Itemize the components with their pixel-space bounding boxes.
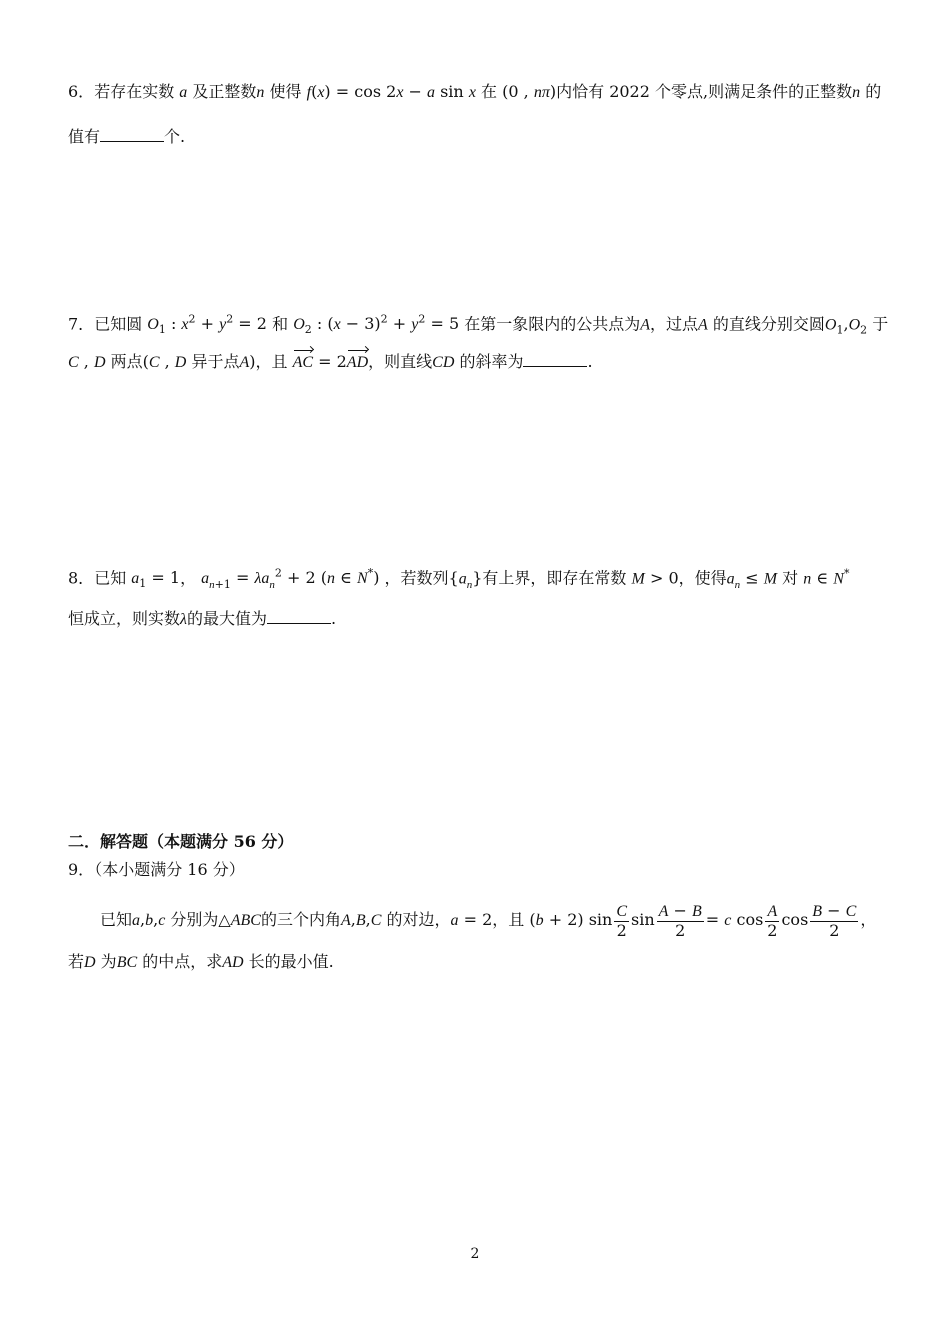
q7-answer-blank: [523, 352, 587, 367]
q8-recurrence: $a_{n+1} = \lambda a_n^2 + 2$ (n ∈ N*): [201, 567, 380, 591]
q6-answer-blank: [100, 127, 164, 142]
q8-line-1: 8．已知 $a_1 = 1$， $a_{n+1} = \lambda a_n^2 + 2$ (n ∈ N*) ，若数列$\{a_n\}$有上界，即存在常数 M > 0，使得$a_n \le M$ 对 n ∈ N*: [68, 567, 850, 591]
q9-line-2: 若D 为BC 的中点，求AD 长的最小值.: [68, 952, 334, 971]
q9-header: [68, 860, 245, 880]
q9-label: 9．: [68, 860, 95, 879]
q7-line-2: C , D 两点(C , D 异于点A)，且 AC = 2AD，则直线CD 的斜率为 .: [68, 352, 593, 371]
page-number: 2: [470, 1246, 480, 1262]
q7-circle-o2: $O_2$ : $(x - 3)^2 + y^2 = 5$: [293, 313, 460, 337]
section-title: 二．解答题（本题满分 56 分）: [68, 832, 294, 851]
q8-answer-blank: [267, 609, 331, 624]
q8-a1: $a_1 = 1$: [131, 568, 181, 591]
q7-label: 7．: [68, 314, 95, 334]
q9-line-1: 已知a,b,c 分别为△ABC的三个内角A,B,C 的对边，a = 2，且 (b + 2) sin $\frac{C}{2}$ sin $\frac{A - B}{2}$ = c cos $\frac{A}{2}$ cos $\frac{B - C}{2}$ ，: [100, 900, 877, 940]
q9-score: （本小题满分 16 分）: [94, 860, 245, 879]
q6-interval: (0 , nπ): [502, 82, 557, 101]
q7-vector-eq: AC = 2AD: [292, 352, 369, 371]
q8-line-2: 恒成立，则实数λ的最大值为 .: [68, 609, 337, 628]
q7-line-1: 7．已知圆 $O_1$ : $x^2 + y^2 = 2$ 和 $O_2$ : $(x - 3)^2 + y^2 = 5$ 在第一象限内的公共点为A，过点A 的直线分别交圆$O_1,O_2$ 于: [68, 313, 889, 337]
q8-label: 8．: [68, 568, 95, 588]
q6-line-1: 6．若存在实数 a 及正整数n 使得 f(x) = cos 2x − a sin x 在 (0 , nπ)内恰有 2022 个零点,则满足条件的正整数n 的: [68, 82, 882, 101]
q9-equation: (b + 2) sin $\frac{C}{2}$ sin $\frac{A - B}{2}$ = c cos $\frac{A}{2}$ cos $\frac{B - C}{2}$: [529, 900, 857, 940]
q6-label: 6．: [68, 82, 95, 101]
q7-circle-o1: $O_1$ : $x^2 + y^2 = 2$: [147, 313, 267, 337]
q6-line-2: 值有 个.: [68, 127, 186, 146]
q6-function: f(x) = cos 2x − a sin x: [306, 82, 476, 101]
q6-count: 2022: [609, 82, 650, 101]
